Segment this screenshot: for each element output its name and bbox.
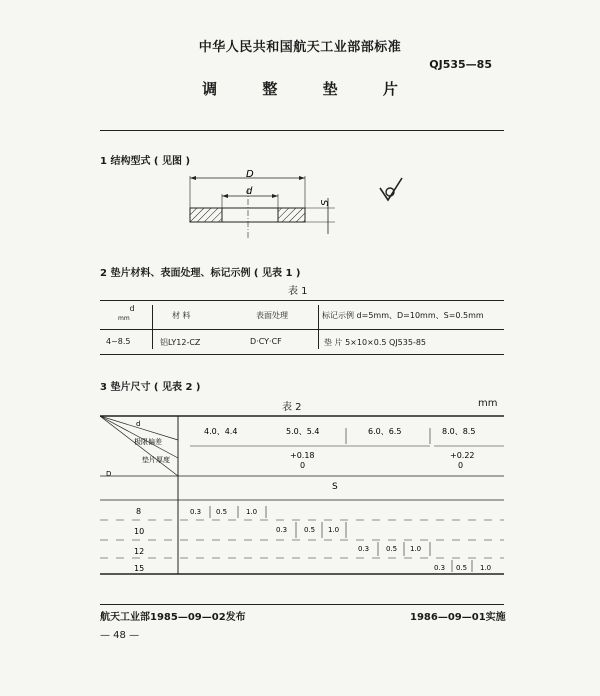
section-2-heading: 2 垫片材料、表面处理、标记示例 ( 见表 1 ) [100, 268, 301, 279]
issue-date: 航天工业部1985—09—02发布 [100, 612, 246, 623]
t2-row-12: 12 [134, 547, 145, 556]
table-1-caption: 表 1 [288, 286, 308, 297]
t2-r15-v2: 0.5 [456, 564, 468, 572]
t2-r10-v1: 0.3 [276, 526, 288, 534]
standard-code: QJ535—85 [429, 58, 492, 71]
fig-label-d: d [246, 186, 253, 197]
t2-col-4: 8.0、8.5 [442, 427, 476, 436]
section-1-heading: 1 结构型式 ( 见图 ) [100, 156, 191, 167]
t1-header-surface: 表面处理 [256, 311, 288, 320]
t1-header-d: d [129, 304, 135, 313]
t2-col-1: 4.0、4.4 [204, 427, 238, 436]
t1-row-example: 垫 片 5×10×0.5 QJ535-85 [324, 338, 427, 347]
fig-label-S: S [320, 199, 331, 206]
t2-r10-v2: 0.5 [304, 526, 316, 534]
t1-header-mm: mm [118, 315, 130, 322]
effective-date: 1986—09—01实施 [410, 612, 506, 623]
t2-r10-v3: 1.0 [328, 526, 340, 534]
t2-r8-v1: 0.3 [190, 508, 202, 516]
t2-s-label: S [332, 482, 338, 492]
t2-tol1-upper: +0.18 [290, 451, 315, 460]
table-2-caption: 表 2 [282, 402, 302, 413]
t1-header-material: 材 料 [172, 311, 191, 320]
table-2-unit: mm [478, 398, 498, 409]
t2-r12-v2: 0.5 [386, 545, 398, 553]
t2-col-3: 6.0、6.5 [368, 427, 402, 436]
t2-diag-d: d [136, 420, 141, 428]
washer-figure [180, 168, 410, 248]
t2-tol2-lower: 0 [458, 461, 464, 470]
t2-diag-range: 极限偏差 [134, 438, 162, 446]
footer-rule [100, 604, 504, 605]
t2-r8-v3: 1.0 [246, 508, 258, 516]
fig-label-D: D [246, 169, 254, 180]
table-1 [100, 300, 504, 355]
page-number: — 48 — [100, 630, 140, 641]
t2-tol2-upper: +0.22 [450, 451, 475, 460]
t2-col-2: 5.0、5.4 [286, 427, 320, 436]
t2-row-15: 15 [134, 564, 145, 573]
t1-row-surface: D·CY·CF [250, 337, 282, 346]
table-2 [100, 414, 504, 578]
t2-diag-thick: 垫片厚度 [142, 456, 170, 464]
surface-finish-icon [380, 178, 402, 200]
t1-row-d: 4~8.5 [106, 337, 131, 346]
t2-r15-v3: 1.0 [480, 564, 492, 572]
t2-row-8: 8 [136, 507, 142, 516]
t2-r12-v3: 1.0 [410, 545, 422, 553]
t1-header-example: 标记示例 d=5mm、D=10mm、S=0.5mm [322, 311, 484, 320]
header-rule [100, 130, 504, 131]
t1-row-material: 铝LY12-CZ [160, 338, 201, 347]
t2-diag-D: D [106, 470, 112, 478]
t2-r8-v2: 0.5 [216, 508, 228, 516]
t2-r15-v1: 0.3 [434, 564, 446, 572]
t2-row-10: 10 [134, 527, 145, 536]
page-title: 调 整 垫 片 [202, 80, 418, 98]
section-3-heading: 3 垫片尺寸 ( 见表 2 ) [100, 382, 201, 393]
t2-tol1-lower: 0 [300, 461, 306, 470]
standard-org: 中华人民共和国航天工业部部标准 [198, 40, 402, 55]
t2-r12-v1: 0.3 [358, 545, 370, 553]
